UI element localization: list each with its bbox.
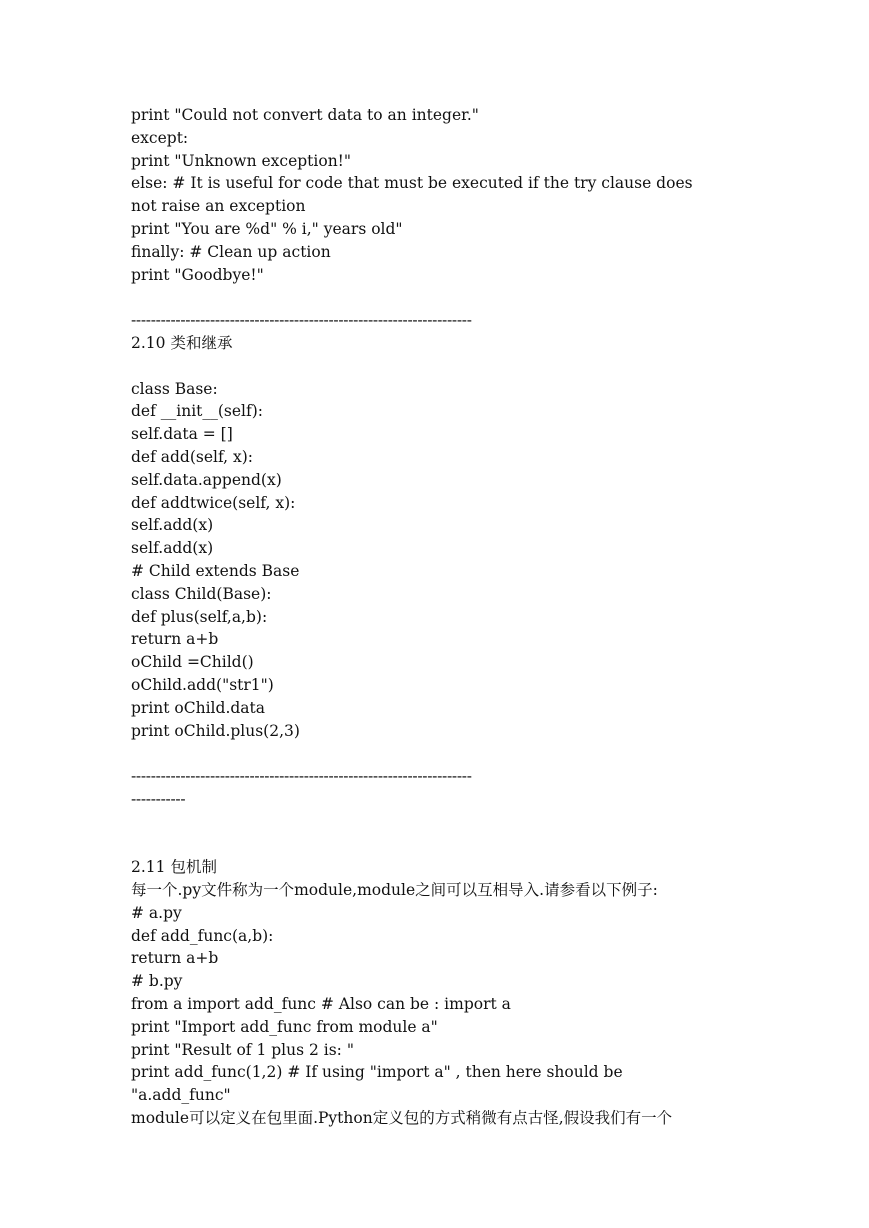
spacer — [131, 742, 737, 765]
code-line: # b.py — [131, 972, 183, 991]
code-line: print "Goodbye!" — [131, 265, 264, 284]
dashed-separator: --------------------------------------------------------------------- — [131, 311, 472, 330]
code-line: finally: # Clean up action — [131, 242, 331, 261]
code-line: print "Could not convert data to an integer." — [131, 106, 479, 124]
code-line: return a+b — [131, 630, 219, 649]
spacer — [131, 355, 737, 378]
code-line: def plus(self,a,b): — [131, 607, 268, 626]
paragraph-line: 每一个.py文件称为一个module,module之间可以互相导入.请参看以下例子: — [131, 881, 658, 900]
code-line: else: # It is useful for code that must be executed if the try clause does — [131, 174, 693, 193]
code-line: self.data.append(x) — [131, 470, 282, 489]
package-section-body — [131, 879, 737, 1130]
code-line: def addtwice(self, x): — [131, 493, 296, 512]
paragraph-line: module可以定义在包里面.Python定义包的方式稍微有点古怪,假设我们有一个 — [131, 1109, 673, 1128]
code-line: print "Import add_func from module a" — [131, 1017, 438, 1036]
code-block-classes — [131, 378, 737, 743]
code-line: print "Unknown exception!" — [131, 151, 352, 170]
code-line: "a.add_func" — [131, 1086, 231, 1105]
code-line: oChild =Child() — [131, 653, 254, 672]
code-line: self.add(x) — [131, 516, 214, 535]
code-line: # Child extends Base — [131, 561, 300, 580]
code-block-exceptions — [131, 104, 737, 286]
code-line: return a+b — [131, 949, 219, 968]
code-line: # a.py — [131, 903, 182, 922]
code-line: print oChild.plus(2,3) — [131, 721, 300, 740]
document-page — [131, 104, 737, 1130]
code-line: print "You are %d" % i," years old" — [131, 219, 403, 238]
spacer — [131, 286, 737, 309]
code-line: from a import add_func # Also can be : import a — [131, 995, 511, 1014]
dashed-separator-continuation: ----------- — [131, 789, 186, 808]
code-line: except: — [131, 128, 189, 147]
code-line: class Child(Base): — [131, 584, 272, 603]
section-heading-2-11: 2.11 包机制 — [131, 858, 217, 877]
code-line: def add(self, x): — [131, 447, 254, 466]
spacer — [131, 834, 737, 857]
section-heading-2-10: 2.10 类和继承 — [131, 333, 233, 352]
code-line: self.data = [] — [131, 425, 233, 444]
code-line: print oChild.data — [131, 698, 265, 717]
code-line: print add_func(1,2) # If using "import a" , then here should be — [131, 1063, 623, 1082]
code-line: def __init__(self): — [131, 402, 264, 421]
code-line: def add_func(a,b): — [131, 926, 274, 945]
spacer — [131, 811, 737, 834]
dashed-separator: --------------------------------------------------------------------- — [131, 767, 472, 786]
code-line: self.add(x) — [131, 539, 214, 558]
code-line: not raise an exception — [131, 197, 306, 216]
code-line: oChild.add("str1") — [131, 675, 274, 694]
code-line: class Base: — [131, 379, 218, 398]
code-line: print "Result of 1 plus 2 is: " — [131, 1040, 354, 1059]
